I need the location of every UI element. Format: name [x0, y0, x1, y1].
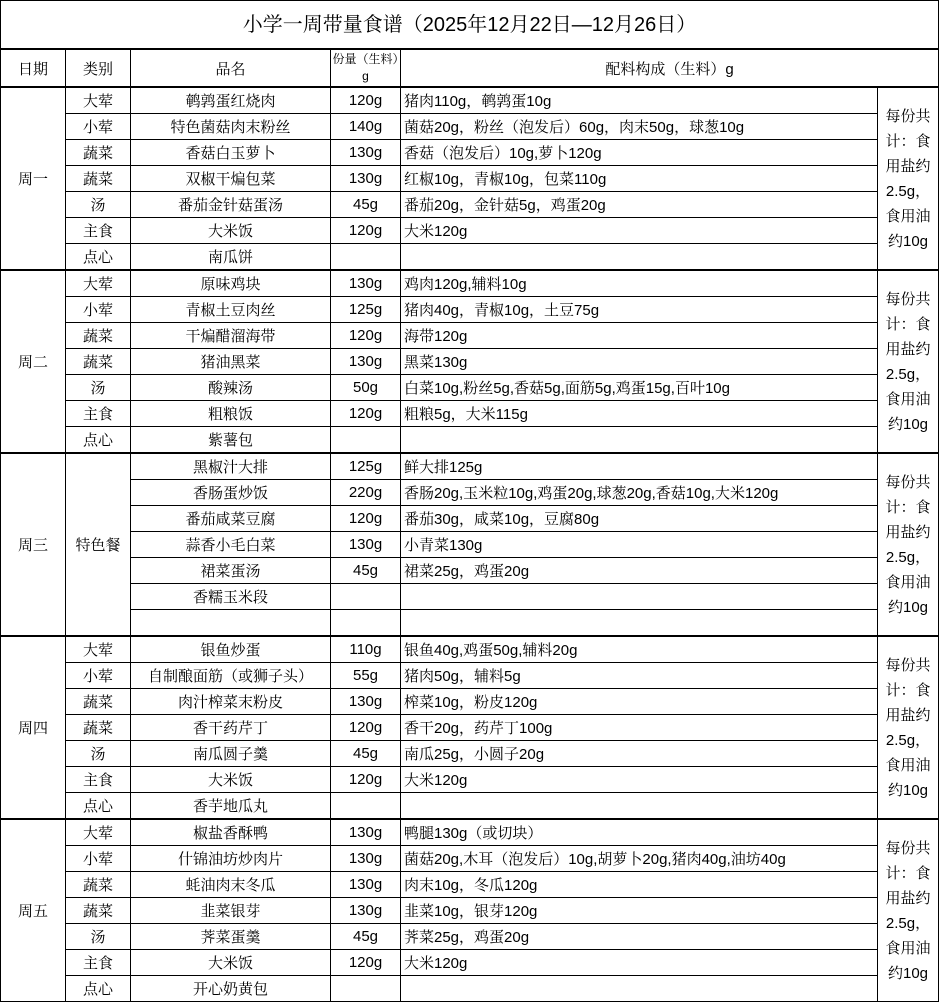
ingredients-cell: 猪肉40g，青椒10g，土豆75g [401, 297, 878, 323]
dish-name-cell: 南瓜圆子羹 [131, 741, 331, 767]
category-cell: 点心 [66, 793, 131, 820]
ingredients-cell: 小青菜130g [401, 532, 878, 558]
ingredients-cell: 香干20g，药芹丁100g [401, 715, 878, 741]
ingredients-cell: 大米120g [401, 950, 878, 976]
portion-cell: 110g [331, 636, 401, 663]
ingredients-cell: 番茄20g，金针菇5g，鸡蛋20g [401, 192, 878, 218]
table-row [1, 166, 939, 192]
table-row [1, 741, 939, 767]
ingredients-cell [401, 976, 878, 1002]
seasoning-note-cell: 每份共计：食用盐约2.5g，食用油约10g [878, 87, 939, 270]
seasoning-note-cell: 每份共计：食用盐约2.5g，食用油约10g [878, 819, 939, 1002]
header-row [1, 49, 939, 87]
table-row [1, 584, 939, 610]
category-cell: 大荤 [66, 636, 131, 663]
ingredients-cell: 大米120g [401, 767, 878, 793]
table-row [1, 401, 939, 427]
category-cell: 蔬菜 [66, 166, 131, 192]
ingredients-cell: 海带120g [401, 323, 878, 349]
ingredients-cell: 猪肉50g，辅料5g [401, 663, 878, 689]
header-category: 类别 [66, 49, 131, 87]
category-cell: 点心 [66, 427, 131, 454]
dish-name-cell: 南瓜饼 [131, 244, 331, 271]
table-row [1, 87, 939, 114]
category-cell: 特色餐 [66, 453, 131, 636]
ingredients-cell [401, 427, 878, 454]
ingredients-cell: 鸭腿130g（或切块） [401, 819, 878, 846]
table-row [1, 689, 939, 715]
dish-name-cell: 大米饭 [131, 950, 331, 976]
day-cell: 周二 [1, 270, 66, 453]
dish-name-cell: 香糯玉米段 [131, 584, 331, 610]
dish-name-cell: 酸辣汤 [131, 375, 331, 401]
category-cell: 蔬菜 [66, 715, 131, 741]
dish-name-cell: 青椒土豆肉丝 [131, 297, 331, 323]
portion-cell: 130g [331, 872, 401, 898]
table-row [1, 427, 939, 454]
dish-name-cell: 开心奶黄包 [131, 976, 331, 1002]
ingredients-cell: 榨菜10g，粉皮120g [401, 689, 878, 715]
portion-cell: 120g [331, 87, 401, 114]
ingredients-cell: 菌菇20g,木耳（泡发后）10g,胡萝卜20g,猪肉40g,油坊40g [401, 846, 878, 872]
category-cell: 大荤 [66, 87, 131, 114]
category-cell: 蔬菜 [66, 349, 131, 375]
table-row [1, 846, 939, 872]
portion-cell: 125g [331, 297, 401, 323]
dish-name-cell: 番茄金针菇蛋汤 [131, 192, 331, 218]
table-row [1, 558, 939, 584]
dish-name-cell: 番茄咸菜豆腐 [131, 506, 331, 532]
dish-name-cell: 肉汁榨菜末粉皮 [131, 689, 331, 715]
ingredients-cell: 南瓜25g，小圆子20g [401, 741, 878, 767]
ingredients-cell: 黑菜130g [401, 349, 878, 375]
category-cell: 汤 [66, 375, 131, 401]
table-row [1, 140, 939, 166]
ingredients-cell: 粗粮5g，大米115g [401, 401, 878, 427]
table-row [1, 950, 939, 976]
dish-name-cell: 蚝油肉末冬瓜 [131, 872, 331, 898]
dish-name-cell: 双椒干煸包菜 [131, 166, 331, 192]
portion-cell: 220g [331, 480, 401, 506]
category-cell: 蔬菜 [66, 323, 131, 349]
category-cell: 蔬菜 [66, 140, 131, 166]
table-row [1, 924, 939, 950]
menu-table [0, 48, 939, 1002]
portion-cell [331, 976, 401, 1002]
table-row [1, 218, 939, 244]
portion-cell: 45g [331, 741, 401, 767]
portion-cell: 130g [331, 846, 401, 872]
table-row [1, 898, 939, 924]
dish-name-cell: 香芋地瓜丸 [131, 793, 331, 820]
portion-cell: 130g [331, 819, 401, 846]
dish-name-cell: 蒜香小毛白菜 [131, 532, 331, 558]
day-cell: 周一 [1, 87, 66, 270]
category-cell: 主食 [66, 401, 131, 427]
table-row [1, 323, 939, 349]
portion-cell: 50g [331, 375, 401, 401]
category-cell: 大荤 [66, 270, 131, 297]
header-name: 品名 [131, 49, 331, 87]
category-cell: 汤 [66, 741, 131, 767]
ingredients-cell: 猪肉110g，鹌鹑蛋10g [401, 87, 878, 114]
table-row [1, 872, 939, 898]
table-row [1, 819, 939, 846]
dish-name-cell: 韭菜银芽 [131, 898, 331, 924]
dish-name-cell: 荠菜蛋羹 [131, 924, 331, 950]
ingredients-cell: 香肠20g,玉米粒10g,鸡蛋20g,球葱20g,香菇10g,大米120g [401, 480, 878, 506]
dish-name-cell: 粗粮饭 [131, 401, 331, 427]
ingredients-cell: 鲜大排125g [401, 453, 878, 480]
table-row [1, 767, 939, 793]
ingredients-cell: 香菇（泡发后）10g,萝卜120g [401, 140, 878, 166]
table-row [1, 480, 939, 506]
table-row [1, 610, 939, 637]
portion-cell: 55g [331, 663, 401, 689]
category-cell: 小荤 [66, 297, 131, 323]
portion-cell [331, 584, 401, 610]
portion-cell: 130g [331, 270, 401, 297]
dish-name-cell: 黑椒汁大排 [131, 453, 331, 480]
category-cell: 汤 [66, 192, 131, 218]
category-cell: 汤 [66, 924, 131, 950]
category-cell: 主食 [66, 950, 131, 976]
header-portion: 份量（生料）g [331, 49, 401, 87]
ingredients-cell: 番茄30g，咸菜10g，豆腐80g [401, 506, 878, 532]
day-cell: 周三 [1, 453, 66, 636]
category-cell: 小荤 [66, 663, 131, 689]
portion-cell: 120g [331, 401, 401, 427]
dish-name-cell: 裙菜蛋汤 [131, 558, 331, 584]
ingredients-cell: 韭菜10g，银芽120g [401, 898, 878, 924]
category-cell: 点心 [66, 976, 131, 1002]
table-row [1, 270, 939, 297]
dish-name-cell: 大米饭 [131, 767, 331, 793]
category-cell: 小荤 [66, 114, 131, 140]
portion-cell: 130g [331, 349, 401, 375]
dish-name-cell: 银鱼炒蛋 [131, 636, 331, 663]
table-row [1, 349, 939, 375]
portion-cell [331, 793, 401, 820]
table-row [1, 663, 939, 689]
seasoning-note-cell: 每份共计：食用盐约2.5g，食用油约10g [878, 270, 939, 453]
dish-name-cell: 特色菌菇肉末粉丝 [131, 114, 331, 140]
table-row [1, 453, 939, 480]
category-cell: 蔬菜 [66, 872, 131, 898]
portion-cell: 120g [331, 715, 401, 741]
portion-cell: 130g [331, 166, 401, 192]
table-row [1, 244, 939, 271]
portion-cell: 120g [331, 218, 401, 244]
category-cell: 点心 [66, 244, 131, 271]
portion-cell: 45g [331, 924, 401, 950]
category-cell: 蔬菜 [66, 689, 131, 715]
ingredients-cell: 鸡肉120g,辅料10g [401, 270, 878, 297]
ingredients-cell: 银鱼40g,鸡蛋50g,辅料20g [401, 636, 878, 663]
page-title: 小学一周带量食谱（2025年12月22日—12月26日） [0, 0, 939, 48]
portion-cell: 120g [331, 323, 401, 349]
portion-cell: 120g [331, 950, 401, 976]
table-row [1, 375, 939, 401]
seasoning-note-cell: 每份共计：食用盐约2.5g，食用油约10g [878, 453, 939, 636]
portion-cell: 130g [331, 689, 401, 715]
dish-name-cell: 什锦油坊炒肉片 [131, 846, 331, 872]
portion-cell: 140g [331, 114, 401, 140]
portion-cell: 130g [331, 898, 401, 924]
category-cell: 主食 [66, 767, 131, 793]
header-ingredients: 配料构成（生料）g [401, 49, 939, 87]
portion-cell: 130g [331, 140, 401, 166]
dish-name-cell: 自制酿面筋（或狮子头） [131, 663, 331, 689]
category-cell: 大荤 [66, 819, 131, 846]
category-cell: 小荤 [66, 846, 131, 872]
dish-name-cell: 大米饭 [131, 218, 331, 244]
table-row [1, 636, 939, 663]
ingredients-cell: 红椒10g，青椒10g，包菜110g [401, 166, 878, 192]
ingredients-cell [401, 610, 878, 637]
seasoning-note-cell: 每份共计：食用盐约2.5g，食用油约10g [878, 636, 939, 819]
ingredients-cell: 大米120g [401, 218, 878, 244]
dish-name-cell: 猪油黑菜 [131, 349, 331, 375]
ingredients-cell: 肉末10g，冬瓜120g [401, 872, 878, 898]
portion-cell [331, 427, 401, 454]
portion-cell: 45g [331, 558, 401, 584]
day-cell: 周四 [1, 636, 66, 819]
ingredients-cell: 荠菜25g，鸡蛋20g [401, 924, 878, 950]
portion-cell: 130g [331, 532, 401, 558]
dish-name-cell: 鹌鹑蛋红烧肉 [131, 87, 331, 114]
dish-name-cell: 原味鸡块 [131, 270, 331, 297]
day-cell: 周五 [1, 819, 66, 1002]
dish-name-cell: 香干药芹丁 [131, 715, 331, 741]
portion-cell: 125g [331, 453, 401, 480]
portion-cell: 45g [331, 192, 401, 218]
category-cell: 主食 [66, 218, 131, 244]
table-row [1, 976, 939, 1002]
dish-name-cell: 香肠蛋炒饭 [131, 480, 331, 506]
ingredients-cell: 白菜10g,粉丝5g,香菇5g,面筋5g,鸡蛋15g,百叶10g [401, 375, 878, 401]
category-cell: 蔬菜 [66, 898, 131, 924]
portion-cell [331, 610, 401, 637]
portion-cell [331, 244, 401, 271]
table-row [1, 192, 939, 218]
dish-name-cell: 紫薯包 [131, 427, 331, 454]
table-row [1, 506, 939, 532]
dish-name-cell: 香菇白玉萝卜 [131, 140, 331, 166]
ingredients-cell [401, 584, 878, 610]
table-row [1, 715, 939, 741]
ingredients-cell [401, 244, 878, 271]
dish-name-cell [131, 610, 331, 637]
table-row [1, 297, 939, 323]
table-row [1, 532, 939, 558]
ingredients-cell: 菌菇20g，粉丝（泡发后）60g，肉末50g，球葱10g [401, 114, 878, 140]
table-row [1, 793, 939, 820]
ingredients-cell [401, 793, 878, 820]
header-date: 日期 [1, 49, 66, 87]
dish-name-cell: 干煸醋溜海带 [131, 323, 331, 349]
table-row [1, 114, 939, 140]
dish-name-cell: 椒盐香酥鸭 [131, 819, 331, 846]
portion-cell: 120g [331, 767, 401, 793]
portion-cell: 120g [331, 506, 401, 532]
ingredients-cell: 裙菜25g，鸡蛋20g [401, 558, 878, 584]
